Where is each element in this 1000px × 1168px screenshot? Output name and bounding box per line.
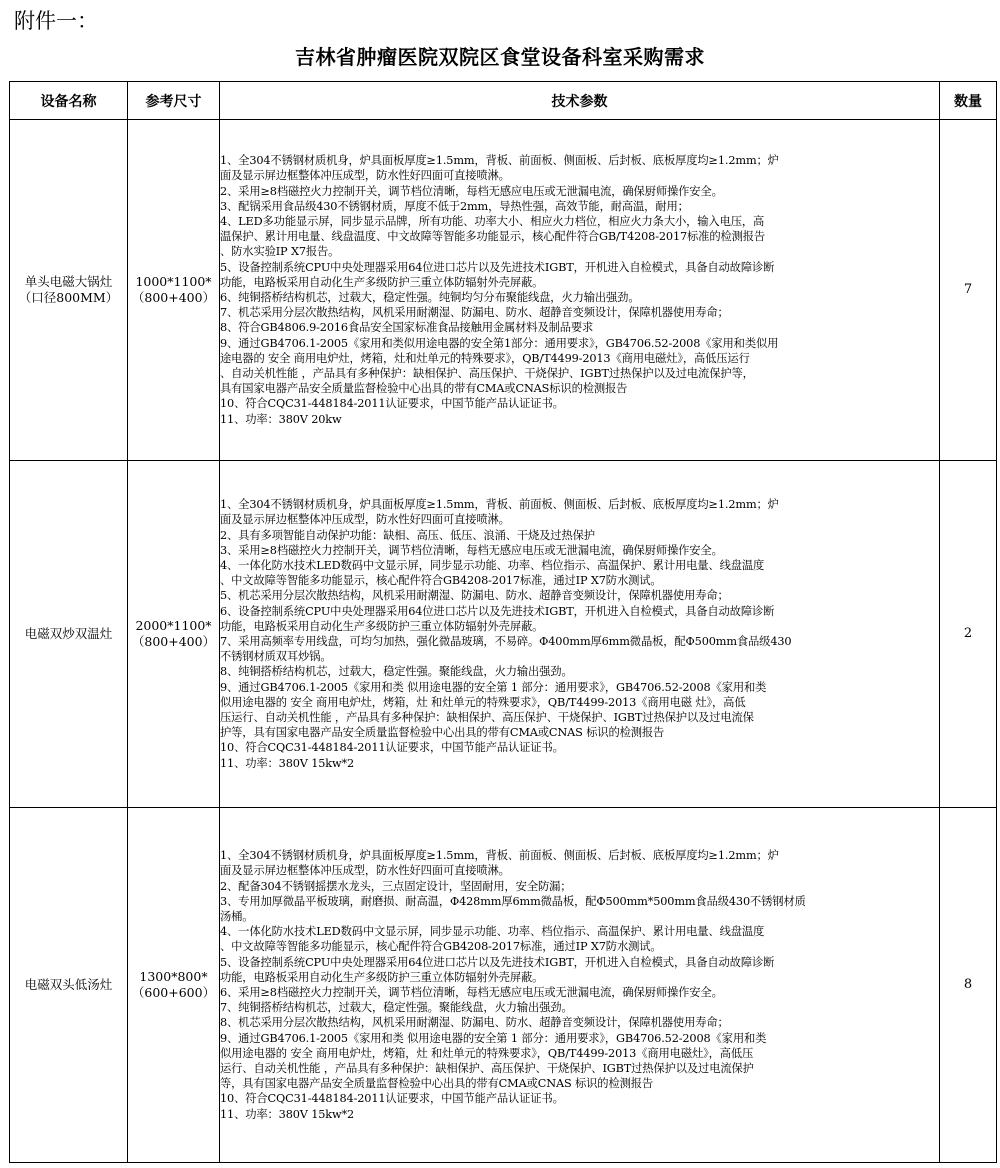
param-line: 5、设备控制系统CPU中央处理器采用64位进口芯片以及先进技术IGBT，开机进入自检模式，具备自动故障诊断 xyxy=(220,955,775,969)
param-line: 3、采用≥8档磁控火力控制开关，调节档位清晰，每档无感应电压或无泄漏电流，确保厨师操作安全。 xyxy=(220,543,723,557)
table-row xyxy=(10,461,997,808)
param-line: 、防水实验IP X7报告。 xyxy=(220,245,340,259)
technical-params-cell xyxy=(220,461,940,808)
param-line: 6、设备控制系统CPU中央处理器采用64位进口芯片以及先进技术IGBT，开机进入自检模式，具备自动故障诊断 xyxy=(220,604,775,618)
param-line: 不锈钢材质双耳炒锅。 xyxy=(220,650,332,664)
reference-size: 1300*800* xyxy=(139,969,208,984)
reference-size-detail: （800+400） xyxy=(131,634,216,649)
param-line: 、中文故障等智能多功能显示，核心配件符合GB4208-2017标准，通过IP X7防水测试。 xyxy=(220,940,662,954)
param-line: 9、通过GB4706.1-2005《家用和类 似用途电器的安全第 1 部分：通用要求》，GB4706.52-2008《家用和类 xyxy=(220,1031,767,1045)
reference-size-cell xyxy=(128,461,220,808)
param-line: 、自动关机性能 ，产品具有多种保护：缺相保护、高压保护、干烧保护、IGBT过热保护以及过电流保护等， xyxy=(220,367,754,381)
header-quantity: 数量 xyxy=(940,82,997,120)
param-line: 7、采用高频率专用线盘，可均匀加热，强化微晶玻璃，不易碎。Φ400mm厚6mm微晶板，配Φ500mm食品级430 xyxy=(220,635,792,648)
reference-size: 2000*1100* xyxy=(135,618,212,633)
param-line: 途电器的 安全 商用电炉灶，烤箱，灶和灶单元的特殊要求》，QB/T4499-2013《商用电磁灶》，高低压运行 xyxy=(220,351,750,365)
reference-size-detail: （600+600） xyxy=(131,985,216,1000)
param-line: 5、机芯采用分层次散热结构，风机采用耐潮湿、防漏电、防水、超静音变频设计，保障机器使用寿命； xyxy=(220,589,729,603)
param-line: 汤桶。 xyxy=(220,909,254,923)
param-line: 11、功率：380V 20kw xyxy=(220,412,342,426)
param-line: 6、纯铜搭桥结构机芯，过载大，稳定性强。纯铜均匀分布聚能线盘，火力输出强劲。 xyxy=(220,291,640,304)
header-technical-params: 技术参数 xyxy=(220,82,940,120)
param-line: 11、功率：380V 15kw*2 xyxy=(220,756,355,770)
param-line: 1、全304不锈钢材质机身，炉具面板厚度≥1.5mm，背板、前面板、侧面板、后封板、底板厚度均≥1.2mm；炉 xyxy=(220,849,779,863)
equipment-name-cell xyxy=(10,120,128,461)
param-line: 7、纯铜搭桥结构机芯，过载大，稳定性强。聚能线盘，火力输出强劲。 xyxy=(220,1001,573,1015)
param-line: 2、采用≥8档磁控火力控制开关，调节档位清晰，每档无感应电压或无泄漏电流，确保厨师操作安全。 xyxy=(220,184,723,198)
equipment-name-note: （口径800MM） xyxy=(18,290,119,305)
reference-size: 1000*1100* xyxy=(135,274,212,289)
quantity-cell: 7 xyxy=(940,120,997,461)
param-line: 护等，具有国家电器产品安全质量监督检验中心出具的带有CMA或CNAS 标识的检测报告 xyxy=(220,726,665,740)
param-line: 11、功率：380V 15kw*2 xyxy=(220,1107,355,1121)
param-line: 似用途电器的 安全 商用电炉灶，烤箱，灶 和灶单元的特殊要求》，QB/T4499-2013《商用电磁 灶》，高低 xyxy=(220,695,746,709)
reference-size-cell xyxy=(128,120,220,461)
equipment-name: 电磁双炒双温灶 xyxy=(24,626,113,641)
reference-size-detail: （800+400） xyxy=(131,290,216,305)
param-line: 3、配锅采用食品级430不锈钢材质，厚度不低于2mm，导热性强，高效节能，耐高温，耐用； xyxy=(220,199,689,213)
param-line: 功能，电路板采用自动化生产多级防护三重立体防辐射外壳屏蔽。 xyxy=(220,619,544,633)
header-reference-size: 参考尺寸 xyxy=(128,82,220,120)
param-line: 似用途电器的 安全 商用电炉灶，烤箱，灶 和灶单元的特殊要求》，QB/T4499-2013《商用电磁灶》，高低压 xyxy=(220,1046,754,1060)
quantity-cell: 8 xyxy=(940,808,997,1163)
param-line: 4、一体化防水技术LED数码中文显示屏，同步显示功能、功率、档位指示、高温保护、累计用电量、线盘温度 xyxy=(220,925,765,939)
param-line: 1、全304不锈钢材质机身，炉具面板厚度≥1.5mm，背板、前面板、侧面板、后封板、底板厚度均≥1.2mm；炉 xyxy=(220,498,779,512)
equipment-name: 电磁双头低汤灶 xyxy=(24,977,113,992)
param-line: 7、机芯采用分层次散热结构，风机采用耐潮湿、防漏电、防水、超静音变频设计，保障机器使用寿命； xyxy=(220,306,729,320)
param-line: 8、纯铜搭桥结构机芯，过载大，稳定性强。聚能线盘，火力输出强劲。 xyxy=(220,665,573,679)
param-line: 具有国家电器产品安全质量监督检验中心出具的带有CMA或CNAS标识的检测报告 xyxy=(220,382,628,396)
param-line: 功能，电路板采用自动化生产多级防护三重立体防辐射外壳屏蔽。 xyxy=(220,970,544,984)
table-header-row xyxy=(10,82,997,120)
param-line: 10、符合CQC31-448184-2011认证要求，中国节能产品认证证书。 xyxy=(220,741,564,755)
param-line: 、中文故障等智能多功能显示，核心配件符合GB4208-2017标准，通过IP X7防水测试。 xyxy=(220,574,662,588)
param-line: 2、具有多项智能自动保护功能：缺相、高压、低压、浪涌、干烧及过热保护 xyxy=(220,528,595,542)
param-line: 4、一体化防水技术LED数码中文显示屏，同步显示功能、功率、档位指示、高温保护、累计用电量、线盘温度 xyxy=(220,558,765,572)
procurement-table xyxy=(9,81,997,1163)
param-line: 10、符合CQC31-448184-2011认证要求，中国节能产品认证证书。 xyxy=(220,1092,564,1106)
reference-size-cell xyxy=(128,808,220,1163)
param-line: 1、全304不锈钢材质机身，炉具面板厚度≥1.5mm，背板、前面板、侧面板、后封板、底板厚度均≥1.2mm；炉 xyxy=(220,154,779,168)
attachment-label: 附件一： xyxy=(14,9,98,33)
param-line: 10、符合CQC31-448184-2011认证要求，中国节能产品认证证书。 xyxy=(220,397,564,411)
param-line: 面及显示屏边框整体冲压成型，防水性好四面可直接喷淋。 xyxy=(220,513,510,527)
equipment-name-cell xyxy=(10,461,128,808)
param-line: 功能，电路板采用自动化生产多级防护三重立体防辐射外壳屏蔽。 xyxy=(220,275,544,289)
param-line: 面及显示屏边框整体冲压成型，防水性好四面可直接喷淋。 xyxy=(220,864,510,878)
param-line: 6、采用≥8档磁控火力控制开关，调节档位清晰，每档无感应电压或无泄漏电流，确保厨师操作安全。 xyxy=(220,986,723,999)
param-line: 8、机芯采用分层次散热结构，风机采用耐潮湿、防漏电、防水、超静音变频设计，保障机器使用寿命； xyxy=(220,1016,729,1030)
technical-params-cell xyxy=(220,808,940,1163)
param-line: 运行、自动关机性能 ，产品具有多种保护：缺相保护、高压保护、干烧保护、IGBT过热保护以及过电流保护 xyxy=(220,1062,754,1076)
param-line: 9、通过GB4706.1-2005《家用和类 似用途电器的安全第 1 部分：通用要求》，GB4706.52-2008《家用和类 xyxy=(220,680,767,694)
param-line: 4、LED多功能显示屏，同步显示品牌，所有功能、功率大小、相应火力档位，相应火力条大小，输入电压，高 xyxy=(220,214,765,228)
document-title: 吉林省肿瘤医院双院区食堂设备科室采购需求 xyxy=(295,45,705,69)
equipment-name-cell xyxy=(10,808,128,1163)
equipment-name: 单头电磁大锅灶 xyxy=(24,274,113,289)
param-line: 2、配备304不锈钢摇摆水龙头，三点固定设计，坚固耐用，安全防漏； xyxy=(220,879,572,893)
param-line: 温保护、累计用电量、线盘温度、中文故障等智能多功能显示，核心配件符合GB/T4208-2017标准的检测报告 xyxy=(220,230,766,244)
table-row xyxy=(10,120,997,461)
header-equipment-name: 设备名称 xyxy=(10,82,128,120)
param-line: 面及显示屏边框整体冲压成型，防水性好四面可直接喷淋。 xyxy=(220,169,510,183)
technical-params-cell xyxy=(220,120,940,461)
param-line: 8、符合GB4806.9-2016食品安全国家标准食品接触用金属材料及制品要求 xyxy=(220,321,594,335)
param-line: 等，具有国家电器产品安全质量监督检验中心出具的带有CMA或CNAS 标识的检测报告 xyxy=(220,1077,654,1091)
quantity-cell: 2 xyxy=(940,461,997,808)
param-line: 9、通过GB4706.1-2005《家用和类似用途电器的安全第1部分：通用要求》，GB4706.52-2008《家用和类似用 xyxy=(220,336,779,350)
param-line: 压运行、自动关机性能 ，产品具有多种保护：缺相保护、高压保护、干烧保护、IGBT过热保护以及过电流保 xyxy=(220,711,754,725)
param-line: 5、设备控制系统CPU中央处理器采用64位进口芯片以及先进技术IGBT，开机进入自检模式，具备自动故障诊断 xyxy=(220,260,775,274)
param-line: 3、专用加厚微晶平板玻璃，耐磨损、耐高温，Φ428mm厚6mm微晶板，配Φ500mm*500mm食品级430不锈钢材质 xyxy=(220,894,806,908)
table-row xyxy=(10,808,997,1163)
